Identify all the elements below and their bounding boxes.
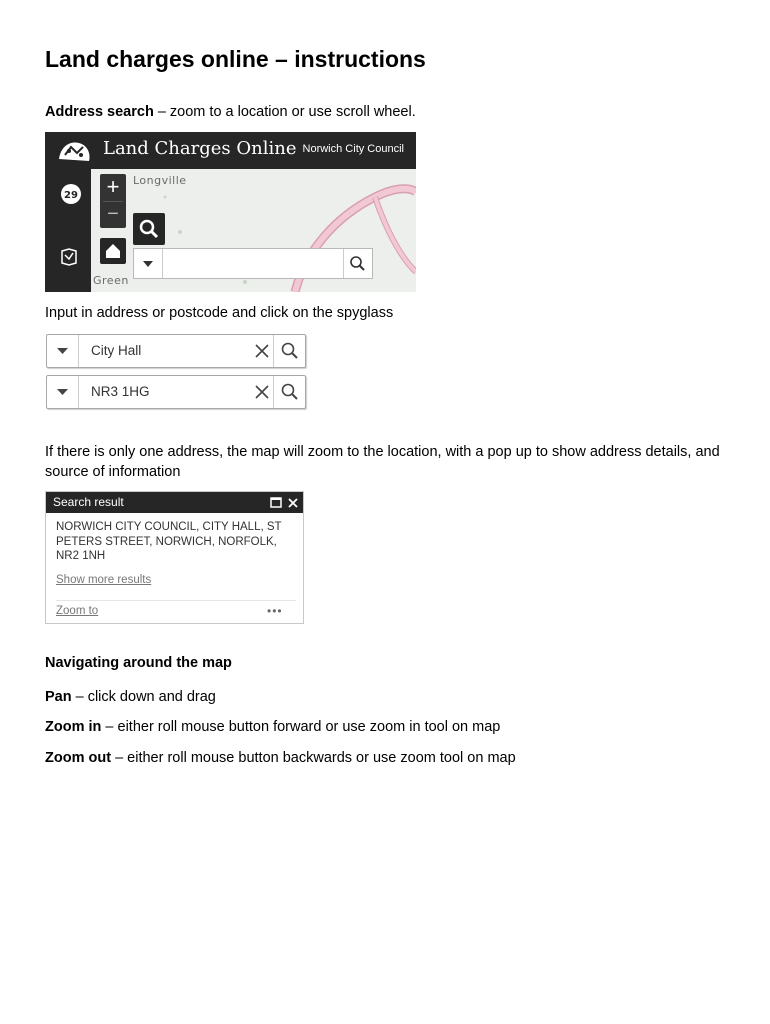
home-button[interactable] bbox=[100, 238, 126, 264]
zoom-control bbox=[100, 174, 126, 228]
search-submit-button[interactable] bbox=[273, 335, 305, 367]
zoom-to-link[interactable]: Zoom to bbox=[56, 605, 99, 617]
search-submit-button[interactable] bbox=[273, 376, 305, 408]
address-search-instruction bbox=[45, 102, 416, 122]
search-example-postcode bbox=[46, 375, 306, 409]
zoom-out-button[interactable]: − bbox=[107, 203, 119, 225]
app-header bbox=[45, 132, 416, 169]
map-label-longville: Longville bbox=[133, 174, 187, 187]
nav-text: – either roll mouse button forward or use zoom in tool on map bbox=[101, 719, 501, 735]
navigation-heading: Navigating around the map bbox=[45, 655, 232, 671]
chevron-down-icon bbox=[47, 376, 78, 408]
nav-text: – click down and drag bbox=[71, 689, 216, 705]
search-dropdown[interactable] bbox=[47, 335, 79, 367]
app-title: Land Charges Online bbox=[103, 138, 297, 159]
page-title: Land charges online – instructions bbox=[45, 46, 426, 72]
chevron-down-icon bbox=[134, 249, 162, 278]
address-search-heading: Address search bbox=[45, 104, 154, 120]
close-icon[interactable] bbox=[287, 497, 299, 509]
nav-text: – either roll mouse button backwards or use zoom tool on map bbox=[111, 750, 516, 766]
search-input-value[interactable]: City Hall bbox=[91, 343, 142, 358]
svg-text:29: 29 bbox=[64, 190, 78, 201]
more-options-icon[interactable]: ••• bbox=[267, 604, 283, 618]
maximize-icon[interactable] bbox=[270, 497, 282, 509]
zoom-in-button[interactable]: + bbox=[106, 174, 120, 199]
close-icon[interactable] bbox=[253, 342, 271, 360]
nav-item-pan bbox=[45, 687, 216, 707]
popup-divider bbox=[56, 600, 296, 601]
input-instruction: Input in address or postcode and click on the spyglass bbox=[45, 305, 394, 321]
search-icon bbox=[274, 376, 305, 408]
app-screenshot bbox=[45, 132, 416, 292]
search-example-city-hall bbox=[46, 334, 306, 368]
app-search-dropdown[interactable] bbox=[134, 249, 163, 278]
nav-term: Zoom out bbox=[45, 750, 112, 766]
app-sidebar bbox=[45, 169, 91, 292]
popup-address: NORWICH CITY COUNCIL, CITY HALL, ST PETERS STREET, NORWICH, NORFOLK, NR2 1NH bbox=[56, 521, 282, 562]
close-icon[interactable] bbox=[253, 383, 271, 401]
nav-item-zoom-in bbox=[45, 717, 500, 737]
nav-term: Zoom in bbox=[45, 719, 102, 735]
search-input-value[interactable]: NR3 1HG bbox=[91, 384, 150, 399]
search-icon bbox=[133, 213, 165, 245]
legend-icon[interactable] bbox=[59, 247, 79, 267]
council-logo-icon bbox=[53, 137, 95, 165]
layers-badge-icon[interactable] bbox=[60, 183, 82, 205]
search-toggle-button[interactable] bbox=[133, 213, 165, 245]
map-label-green: Green bbox=[93, 274, 129, 287]
nav-item-zoom-out bbox=[45, 748, 516, 768]
popup-header bbox=[46, 492, 303, 513]
zoom-instruction: If there is only one address, the map will zoom to the location, with a pop up to show address details, and source of information bbox=[45, 444, 720, 480]
home-icon bbox=[100, 238, 126, 264]
address-search-text: – zoom to a location or use scroll wheel. bbox=[153, 104, 416, 120]
search-icon bbox=[274, 335, 305, 367]
search-dropdown[interactable] bbox=[47, 376, 79, 408]
search-result-popup bbox=[45, 491, 304, 624]
app-search-box bbox=[133, 248, 373, 279]
chevron-down-icon bbox=[47, 335, 78, 367]
show-more-results-link[interactable]: Show more results bbox=[56, 574, 152, 586]
search-icon bbox=[344, 249, 372, 278]
popup-title: Search result bbox=[53, 495, 124, 509]
app-search-submit[interactable] bbox=[343, 249, 372, 278]
council-name: Norwich City Council bbox=[302, 143, 404, 155]
nav-term: Pan bbox=[45, 689, 72, 705]
